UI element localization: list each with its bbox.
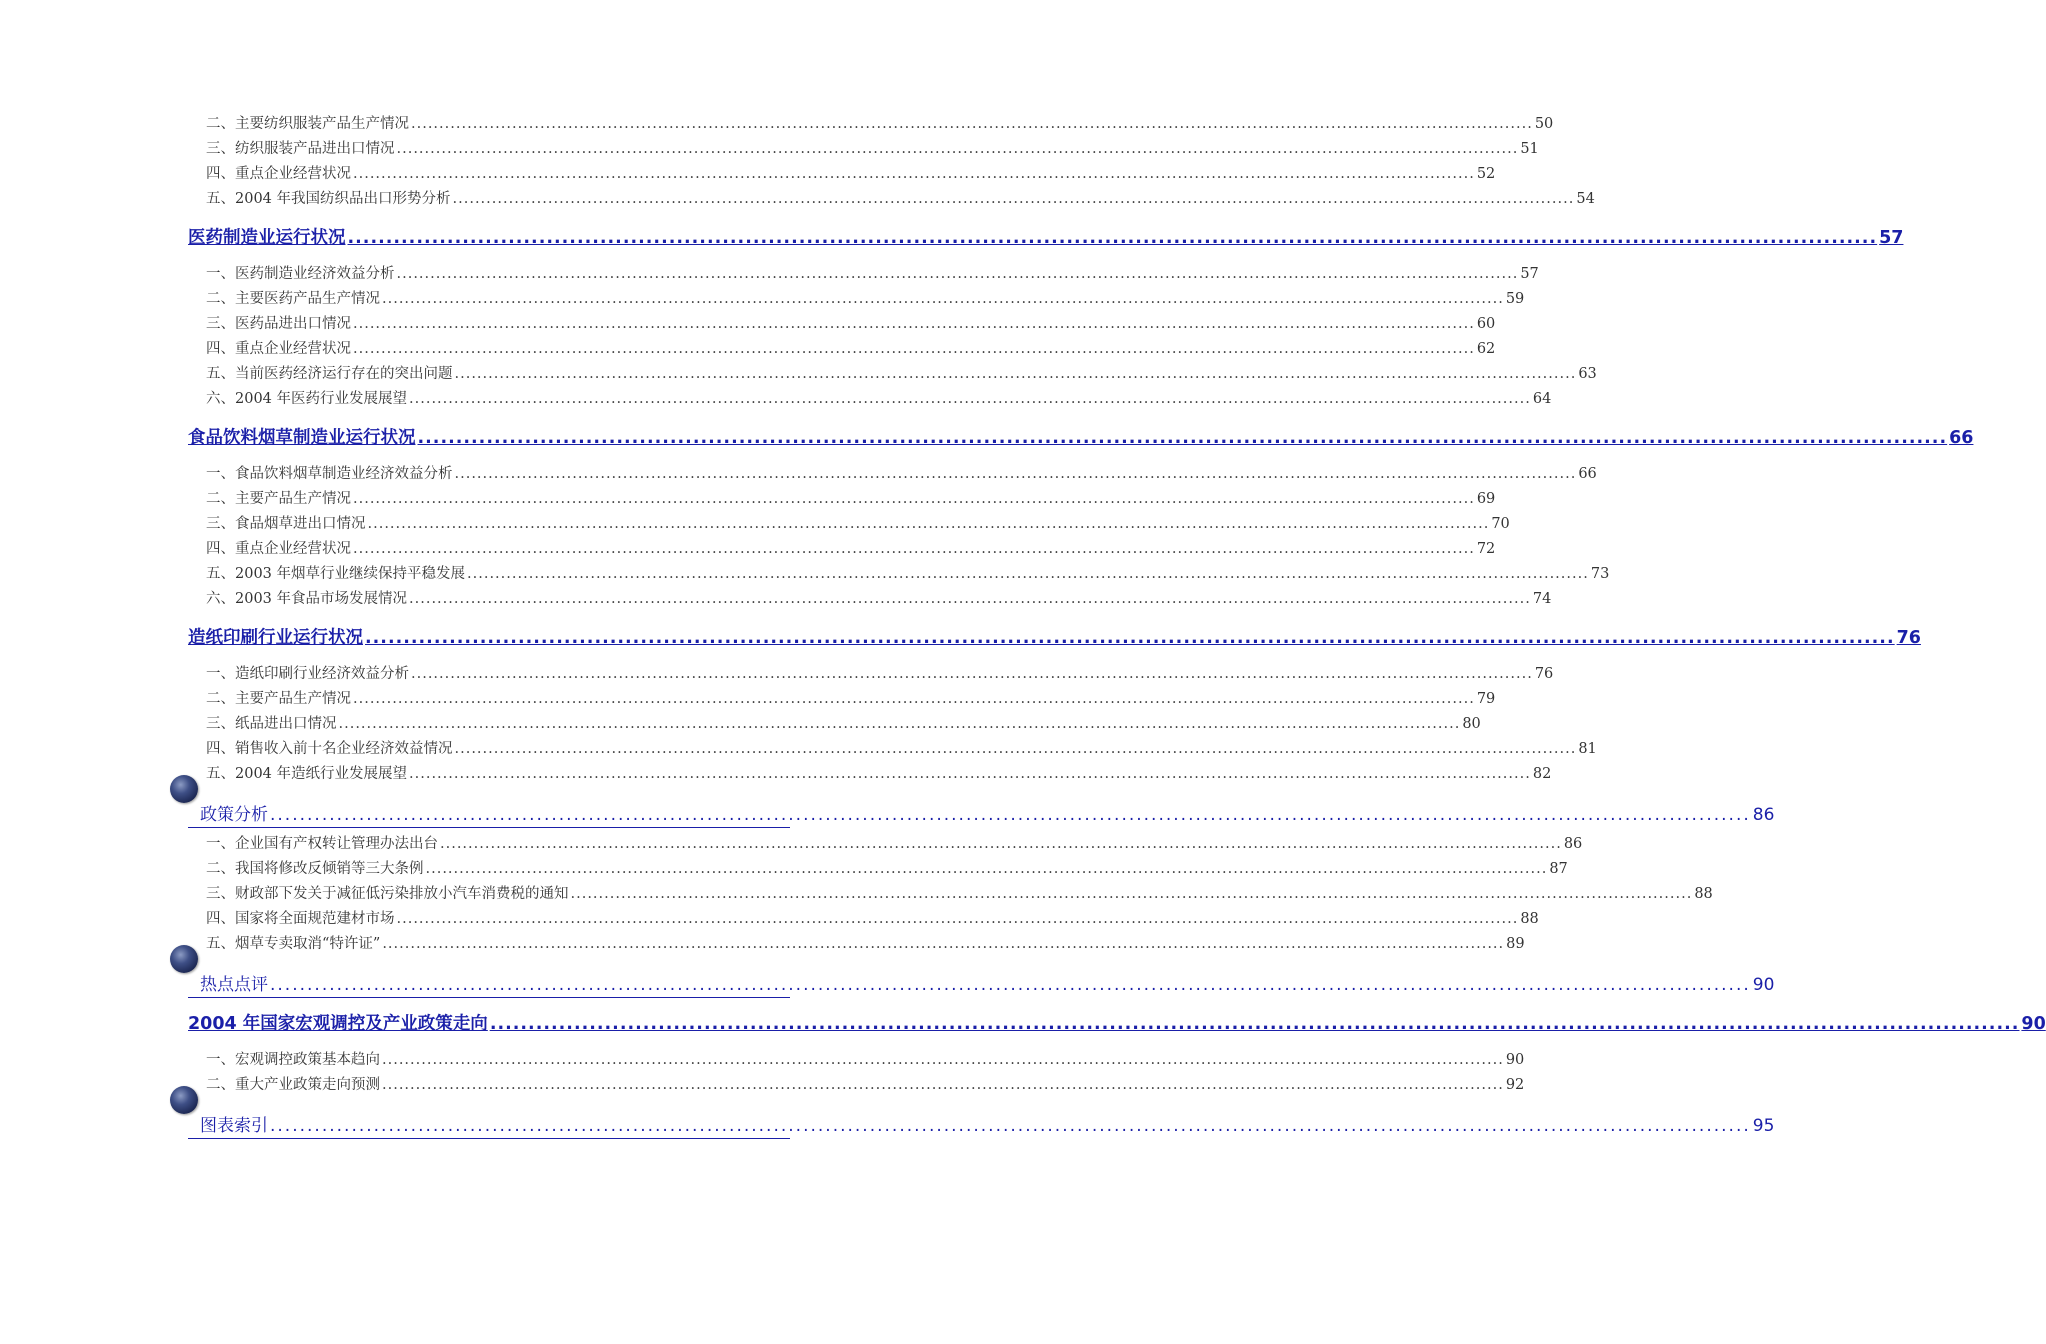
dot-leader: ........................................................................................................................................................................................................ — [454, 466, 1577, 482]
page-number: 73 — [1590, 566, 1610, 582]
toc-title: 一、食品饮料烟草制造业经济效益分析 — [206, 466, 453, 482]
page-number: 51 — [1520, 141, 1539, 157]
dot-leader: ........................................................................................................................................................................................................ — [353, 541, 1475, 557]
toc-entry[interactable] — [188, 487, 1496, 512]
toc-entry[interactable] — [188, 387, 1552, 412]
dot-leader: ........................................................................................................................................................................................................ — [467, 566, 1589, 582]
toc-title: 造纸印刷行业运行状况 — [188, 628, 363, 648]
dot-leader: ........................................................................................................................................................................................................ — [396, 266, 1519, 282]
toc-title: 三、纺织服装产品进出口情况 — [206, 141, 395, 157]
toc-section-link[interactable] — [188, 965, 1775, 998]
dot-leader: ........................................................................................................................................................................................................ — [347, 228, 1878, 248]
dot-leader: ........................................................................................................................................................................................................ — [353, 341, 1475, 357]
toc-title: 六、2003 年食品市场发展情况 — [206, 591, 408, 607]
dot-leader: ........................................................................................................................................................................................................ — [411, 666, 1533, 682]
toc-title: 四、重点企业经营状况 — [206, 341, 351, 357]
toc-entry[interactable] — [188, 262, 1539, 287]
toc-title: 四、国家将全面规范建材市场 — [206, 911, 395, 927]
toc-chapter-link[interactable] — [188, 624, 1921, 652]
toc-title: 政策分析 — [200, 805, 268, 825]
toc-entry[interactable] — [188, 737, 1597, 762]
page-number: 76 — [1896, 628, 1921, 648]
toc-title: 五、2003 年烟草行业继续保持平稳发展 — [206, 566, 466, 582]
toc-entry[interactable] — [188, 137, 1539, 162]
toc-title: 四、重点企业经营状况 — [206, 166, 351, 182]
toc-title: 二、主要医药产品生产情况 — [206, 291, 380, 307]
dot-leader: ........................................................................................................................................................................................................ — [454, 741, 1577, 757]
toc-title: 一、造纸印刷行业经济效益分析 — [206, 666, 409, 682]
toc-title: 二、重大产业政策走向预测 — [206, 1077, 380, 1093]
toc-entry[interactable] — [188, 587, 1552, 612]
toc-title: 2004 年国家宏观调控及产业政策走向 — [188, 1014, 488, 1034]
toc-title: 三、纸品进出口情况 — [206, 716, 337, 732]
dot-leader: ........................................................................................................................................................................................................ — [409, 591, 1531, 607]
page-number: 88 — [1694, 886, 1713, 902]
dot-leader: ........................................................................................................................................................................................................ — [570, 886, 1693, 902]
page-number: 72 — [1476, 541, 1496, 557]
toc-title: 三、医药品进出口情况 — [206, 316, 351, 332]
dot-leader: ........................................................................................................................................................................................................ — [425, 861, 1548, 877]
toc-title: 五、2004 年我国纺织品出口形势分析 — [206, 191, 451, 207]
page-number: 90 — [1752, 975, 1775, 995]
dot-leader: ........................................................................................................................................................................................................ — [270, 805, 1751, 825]
page-number: 81 — [1578, 741, 1597, 757]
dot-leader: ........................................................................................................................................................................................................ — [452, 191, 1575, 207]
dot-leader: ........................................................................................................................................................................................................ — [409, 391, 1531, 407]
page-number: 76 — [1534, 666, 1554, 682]
dot-leader: ........................................................................................................................................................................................................ — [270, 1116, 1751, 1136]
dot-leader: ........................................................................................................................................................................................................ — [454, 366, 1577, 382]
toc-entry[interactable] — [188, 687, 1496, 712]
page-number: 57 — [1879, 228, 1904, 248]
dot-leader: ........................................................................................................................................................................................................ — [353, 491, 1475, 507]
toc-entry[interactable] — [188, 287, 1525, 312]
toc-entry[interactable] — [188, 562, 1610, 587]
page-number: 60 — [1476, 316, 1496, 332]
toc-entry[interactable] — [188, 882, 1713, 907]
toc-section-link[interactable] — [188, 795, 1775, 828]
dot-leader: ........................................................................................................................................................................................................ — [382, 1077, 1504, 1093]
toc-entry[interactable] — [188, 187, 1595, 212]
page-number: 57 — [1520, 266, 1539, 282]
toc-title: 二、主要产品生产情况 — [206, 691, 351, 707]
dot-leader: ........................................................................................................................................................................................................ — [396, 911, 1519, 927]
toc-entry[interactable] — [188, 362, 1597, 387]
dot-leader: ........................................................................................................................................................................................................ — [365, 628, 1895, 648]
dot-leader: ........................................................................................................................................................................................................ — [367, 516, 1490, 532]
toc-entry[interactable] — [188, 932, 1525, 957]
toc-section-link[interactable] — [188, 1106, 1775, 1139]
toc-title: 五、烟草专卖取消“特许证” — [206, 936, 381, 952]
page-number: 86 — [1563, 836, 1583, 852]
toc-entry[interactable] — [188, 662, 1554, 687]
page-number: 95 — [1752, 1116, 1775, 1136]
table-of-contents — [188, 112, 2046, 1143]
dot-leader: ........................................................................................................................................................................................................ — [338, 716, 1461, 732]
dot-leader: ........................................................................................................................................................................................................ — [409, 766, 1531, 782]
toc-entry[interactable] — [188, 832, 1583, 857]
toc-entry[interactable] — [188, 537, 1496, 562]
page-number: 74 — [1532, 591, 1552, 607]
page-number: 92 — [1505, 1077, 1525, 1093]
toc-title: 二、主要纺织服装产品生产情况 — [206, 116, 409, 132]
toc-entry[interactable] — [188, 112, 1554, 137]
toc-entry[interactable] — [188, 1048, 1525, 1073]
page-number: 86 — [1752, 805, 1775, 825]
toc-title: 五、2004 年造纸行业发展展望 — [206, 766, 408, 782]
dot-leader: ........................................................................................................................................................................................................ — [396, 141, 1519, 157]
page-number: 69 — [1476, 491, 1496, 507]
toc-title: 一、宏观调控政策基本趋向 — [206, 1052, 380, 1068]
page-number: 66 — [1578, 466, 1597, 482]
dot-leader: ........................................................................................................................................................................................................ — [382, 1052, 1504, 1068]
toc-title: 四、销售收入前十名企业经济效益情况 — [206, 741, 453, 757]
toc-title: 一、医药制造业经济效益分析 — [206, 266, 395, 282]
toc-title: 图表索引 — [200, 1116, 268, 1136]
dot-leader: ........................................................................................................................................................................................................ — [353, 316, 1475, 332]
toc-title: 热点点评 — [200, 975, 268, 995]
page-number: 62 — [1476, 341, 1496, 357]
toc-entry[interactable] — [188, 462, 1597, 487]
toc-entry[interactable] — [188, 1073, 1525, 1098]
page-number: 66 — [1949, 428, 1974, 448]
dot-leader: ........................................................................................................................................................................................................ — [489, 1014, 2020, 1034]
dot-leader: ........................................................................................................................................................................................................ — [353, 691, 1475, 707]
toc-entry[interactable] — [188, 512, 1510, 537]
dot-leader: ........................................................................................................................................................................................................ — [382, 291, 1504, 307]
page-number: 80 — [1462, 716, 1481, 732]
toc-entry[interactable] — [188, 162, 1496, 187]
toc-entry[interactable] — [188, 712, 1481, 737]
toc-title: 三、食品烟草进出口情况 — [206, 516, 366, 532]
page-number: 82 — [1532, 766, 1552, 782]
toc-chapter-link[interactable] — [188, 1010, 2046, 1038]
dot-leader: ........................................................................................................................................................................................................ — [440, 836, 1562, 852]
toc-title: 一、企业国有产权转让管理办法出台 — [206, 836, 438, 852]
toc-entry[interactable] — [188, 762, 1552, 787]
dot-leader: ........................................................................................................................................................................................................ — [382, 936, 1505, 952]
toc-title: 食品饮料烟草制造业运行状况 — [188, 428, 416, 448]
toc-title: 六、2004 年医药行业发展展望 — [206, 391, 408, 407]
page-number: 52 — [1476, 166, 1496, 182]
page-number: 79 — [1476, 691, 1496, 707]
dot-leader: ........................................................................................................................................................................................................ — [353, 166, 1475, 182]
dot-leader: ........................................................................................................................................................................................................ — [270, 975, 1751, 995]
page-number: 90 — [1505, 1052, 1525, 1068]
page-number: 54 — [1576, 191, 1595, 207]
toc-chapter-link[interactable] — [188, 424, 1974, 452]
section-bullet-icon — [170, 1086, 198, 1114]
dot-leader: ........................................................................................................................................................................................................ — [411, 116, 1533, 132]
page-number: 88 — [1520, 911, 1539, 927]
section-bullet-icon — [170, 945, 198, 973]
section-bullet-icon — [170, 775, 198, 803]
toc-entry[interactable] — [188, 312, 1496, 337]
toc-title: 三、财政部下发关于减征低污染排放小汽车消费税的通知 — [206, 886, 569, 902]
toc-entry[interactable] — [188, 907, 1539, 932]
toc-title: 二、我国将修改反倾销等三大条例 — [206, 861, 424, 877]
page-number: 89 — [1506, 936, 1525, 952]
page-number: 64 — [1532, 391, 1552, 407]
page-number: 87 — [1549, 861, 1568, 877]
toc-entry[interactable] — [188, 337, 1496, 362]
toc-title: 五、当前医药经济运行存在的突出问题 — [206, 366, 453, 382]
dot-leader: ........................................................................................................................................................................................................ — [417, 428, 1948, 448]
toc-title: 医药制造业运行状况 — [188, 228, 346, 248]
page-number: 90 — [2021, 1014, 2046, 1034]
page-number: 50 — [1534, 116, 1554, 132]
page-number: 70 — [1491, 516, 1510, 532]
toc-entry[interactable] — [188, 857, 1568, 882]
toc-title: 二、主要产品生产情况 — [206, 491, 351, 507]
page-number: 63 — [1578, 366, 1597, 382]
toc-title: 四、重点企业经营状况 — [206, 541, 351, 557]
page-number: 59 — [1505, 291, 1525, 307]
toc-chapter-link[interactable] — [188, 224, 1904, 252]
